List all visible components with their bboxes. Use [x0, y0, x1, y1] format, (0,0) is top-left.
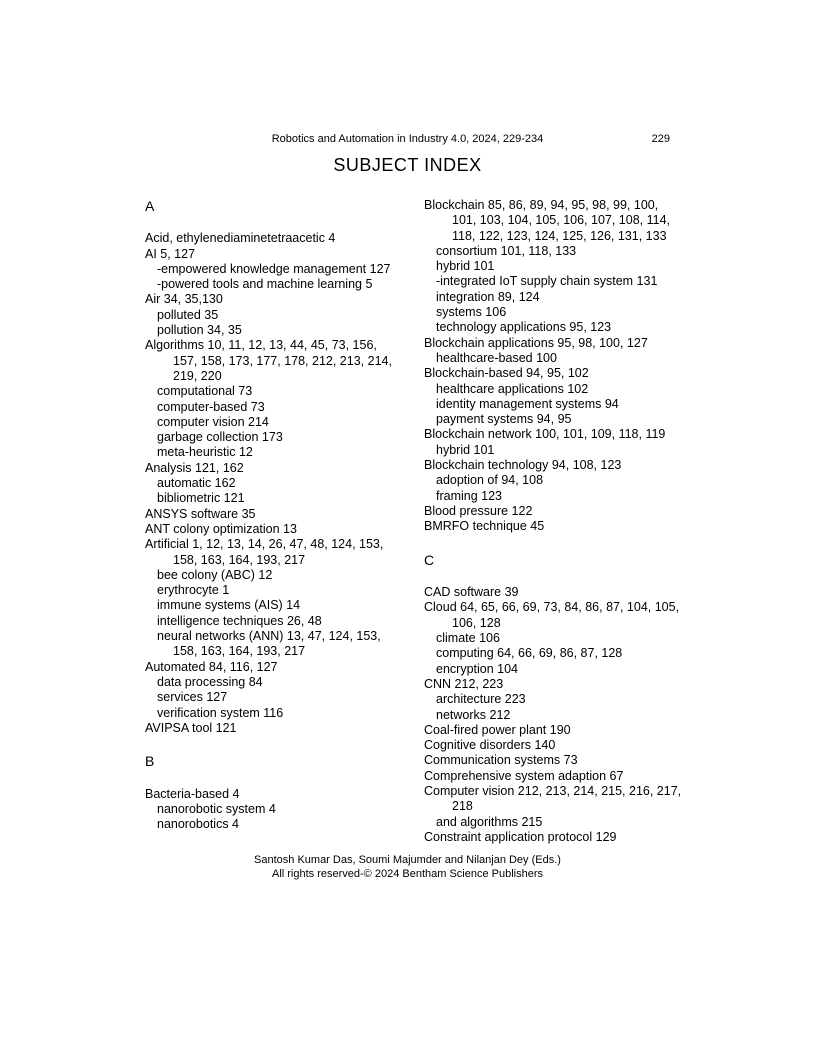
index-subentry: healthcare-based 100 [436, 350, 557, 365]
index-subentry: computer vision 214 [157, 414, 269, 429]
page-title: SUBJECT INDEX [333, 155, 482, 175]
index-subentry: integration 89, 124 [436, 289, 540, 304]
index-subentry: systems 106 [436, 305, 507, 320]
index-entry: Communication systems 73 [424, 753, 578, 768]
index-subentry: meta-heuristic 12 [157, 445, 253, 460]
book-citation: Robotics and Automation in Industry 4.0, 2024, 229-234 [271, 133, 544, 145]
page-number: 229 [651, 133, 670, 145]
index-entry: CNN 212, 223 [424, 676, 504, 691]
index-entry: Blockchain technology 94, 108, 123 [424, 458, 622, 473]
index-column-left [145, 196, 423, 833]
index-entry-continuation: 118, 122, 123, 124, 125, 126, 131, 133 [452, 228, 667, 243]
index-entry: Blockchain 85, 86, 89, 94, 95, 98, 99, 100, [424, 198, 659, 212]
index-entry-continuation: 106, 128 [452, 615, 501, 630]
index-entry-continuation: 101, 103, 104, 105, 106, 107, 108, 114, [452, 213, 671, 228]
index-subentry: hybrid 101 [436, 259, 495, 274]
index-subentry: payment systems 94, 95 [436, 412, 572, 427]
index-subentry: -powered tools and machine learning 5 [157, 277, 373, 292]
index-subentry: climate 106 [436, 631, 500, 646]
index-subentry: erythrocyte 1 [157, 583, 230, 598]
index-subentry: intelligence techniques 26, 48 [157, 613, 322, 628]
index-entry: ANSYS software 35 [145, 506, 256, 521]
index-subentry: and algorithms 215 [436, 814, 543, 829]
index-entry: AI 5, 127 [145, 246, 196, 261]
index-entry: Artificial 1, 12, 13, 14, 26, 47, 48, 124, 153, [145, 537, 384, 552]
index-subentry: identity management systems 94 [436, 396, 619, 411]
index-entry: Blood pressure 122 [424, 503, 533, 518]
index-entry: AVIPSA tool 121 [145, 720, 237, 735]
index-subentry: encryption 104 [436, 661, 519, 676]
index-entry: Analysis 121, 162 [145, 460, 244, 475]
index-entry: Blockchain-based 94, 95, 102 [424, 366, 589, 381]
index-subentry: -empowered knowledge management 127 [157, 261, 391, 276]
index-subentry: consortium 101, 118, 133 [436, 243, 577, 258]
index-subentry: bibliometric 121 [157, 491, 245, 506]
section-heading: A [145, 198, 155, 214]
index-entry-continuation: 158, 163, 164, 193, 217 [173, 644, 306, 659]
index-entry: Blockchain applications 95, 98, 100, 127 [424, 335, 648, 350]
index-entry: Acid, ethylenediaminetetraacetic 4 [145, 231, 336, 246]
index-subentry: nanorobotics 4 [157, 817, 240, 832]
index-column-right [424, 198, 694, 845]
spacer [145, 216, 423, 231]
index-entry: BMRFO technique 45 [424, 519, 545, 534]
index-subentry: technology applications 95, 123 [436, 320, 612, 335]
index-entry: Cloud 64, 65, 66, 69, 73, 84, 86, 87, 104, 105, [424, 600, 680, 615]
index-subentry: polluted 35 [157, 307, 219, 322]
index-subentry: networks 212 [436, 707, 511, 722]
index-entry: Blockchain network 100, 101, 109, 118, 119 [424, 427, 666, 442]
index-entry: CAD software 39 [424, 585, 519, 600]
index-entry-continuation: 219, 220 [173, 368, 222, 383]
index-entry: Computer vision 212, 213, 214, 215, 216, 217, [424, 783, 682, 798]
page-footer [145, 854, 670, 882]
index-subentry: framing 123 [436, 488, 503, 503]
index-entry: Air 34, 35,130 [145, 292, 223, 307]
index-subentry: garbage collection 173 [157, 430, 283, 445]
index-entry: Automated 84, 116, 127 [145, 659, 278, 674]
index-subentry: pollution 34, 35 [157, 323, 242, 338]
index-entry-continuation: 158, 163, 164, 193, 217 [173, 552, 306, 567]
footer-rights: All rights reserved-© 2024 Bentham Science Publishers [271, 867, 543, 880]
index-entry: Bacteria-based 4 [145, 786, 240, 801]
spacer [424, 535, 694, 550]
spacer [145, 736, 423, 751]
index-subentry: nanorobotic system 4 [157, 801, 276, 816]
index-entry: Coal-fired power plant 190 [424, 722, 571, 737]
running-header [145, 132, 670, 146]
spacer [424, 570, 694, 585]
index-entry-continuation: 157, 158, 173, 177, 178, 212, 213, 214, [173, 353, 392, 368]
index-subentry: verification system 116 [157, 705, 284, 720]
footer-editors: Santosh Kumar Das, Soumi Majumder and Nilanjan Dey (Eds.) [254, 854, 561, 866]
index-subentry: computational 73 [157, 384, 253, 399]
index-entry: Constraint application protocol 129 [424, 829, 617, 844]
section-heading: B [145, 753, 155, 770]
index-subentry: bee colony (ABC) 12 [157, 567, 273, 582]
index-subentry: services 127 [157, 690, 228, 705]
index-subentry: hybrid 101 [436, 442, 495, 457]
index-subentry: data processing 84 [157, 674, 263, 689]
index-subentry: computing 64, 66, 69, 86, 87, 128 [436, 646, 623, 661]
index-subentry: neural networks (ANN) 13, 47, 124, 153, [157, 629, 381, 644]
index-subentry: architecture 223 [436, 692, 526, 707]
spacer [145, 771, 423, 786]
index-entry: Comprehensive system adaption 67 [424, 768, 624, 783]
index-subentry: -integrated IoT supply chain system 131 [436, 274, 658, 289]
index-subentry: computer-based 73 [157, 399, 265, 414]
section-heading: C [424, 551, 435, 568]
index-entry: Cognitive disorders 140 [424, 738, 556, 753]
index-subentry: adoption of 94, 108 [436, 473, 544, 488]
index-entry: Algorithms 10, 11, 12, 13, 44, 45, 73, 156, [145, 338, 377, 353]
index-subentry: automatic 162 [157, 476, 236, 491]
index-entry-continuation: 218 [452, 799, 473, 814]
index-entry: ANT colony optimization 13 [145, 521, 297, 536]
index-subentry: healthcare applications 102 [436, 381, 589, 396]
index-subentry: immune systems (AIS) 14 [157, 598, 301, 613]
